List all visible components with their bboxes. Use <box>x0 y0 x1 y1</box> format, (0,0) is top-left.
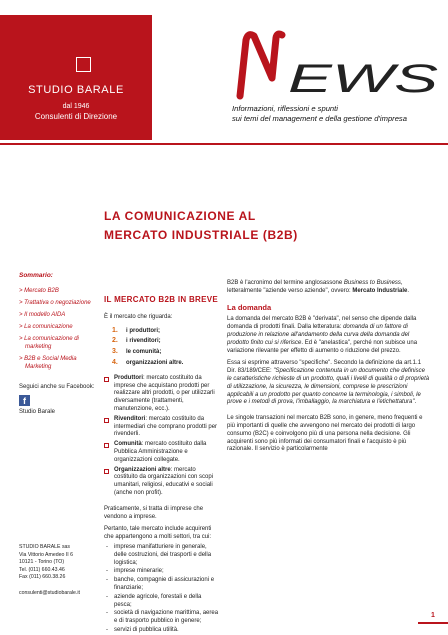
checkbox-square-icon <box>104 418 109 423</box>
news-subtitle <box>232 104 444 124</box>
term: Rivenditori <box>114 415 146 422</box>
text-run-italic: domanda di un fattore di produzione in relazione all'andamento della curva della domanda del prodotto finito cui si riferisce <box>227 324 410 346</box>
toc-item[interactable]: > Trattativa o negoziazione <box>19 300 91 306</box>
sommario-heading: Sommario: <box>19 272 53 279</box>
checkbox-square-icon <box>104 469 109 474</box>
paragraph: Pertanto, tale mercato include acquirenti che appartengono a molti settori, tra cui: <box>104 526 212 541</box>
b2b-definition <box>227 280 431 296</box>
page-title-line-1: LA COMUNICAZIONE AL <box>104 209 256 223</box>
list-number: 1. <box>112 326 118 334</box>
list-text: i rivenditori; <box>126 338 161 345</box>
company-since: dal 1946 <box>62 103 90 110</box>
news-subtitle-line-2: sui temi del management e della gestione d'impresa <box>232 114 407 123</box>
section-title-mercato: IL MERCATO B2B IN BREVE <box>104 295 219 304</box>
text-run-bold: Mercato Industriale <box>352 287 408 294</box>
company-tagline: Consulenti di Direzione <box>34 112 118 121</box>
paragraph: Praticamente, si tratta di imprese che vendono a imprese. <box>104 505 204 520</box>
paragraph <box>227 316 431 355</box>
checkbox-square-icon <box>104 377 109 382</box>
toc-item[interactable]: > B2B e Social Media Marketing <box>19 356 77 370</box>
list-item: - imprese minerarie; <box>104 568 220 576</box>
list-number: 2. <box>112 337 118 345</box>
list-text: le comunità; <box>126 349 162 356</box>
definition: : mercato costituito da intermediari che comprano prodotti per rivenderli. <box>114 415 218 438</box>
address-line: Tel. (011) 660.43.46 <box>19 566 65 573</box>
term: Organizzazioni altre <box>114 466 171 473</box>
definition: : mercato costituito da imprese che acquistano prodotti per realizzare altri prodotti, o per utilizzarli diversamente (trattamenti, manutenzione, ecc.). <box>114 374 215 412</box>
text-run-italic: "Specificazione contenuta in un documento che definisce le caratteristiche richieste di un prodotto, quali i livelli di qualità o di proprietà di utilizzazione, la sicurezza, le dimensioni, comprese le prescrizioni applicabili a un prodotto per quanto concerne la terminologia, i simboli, le prove e i metodi di prova, l'imballaggio, la marchiatura e l'etichettatura" <box>227 368 430 406</box>
logo-square-icon <box>76 57 91 72</box>
list-item: - imprese manifatturiere in generale, delle costruzioni, dei trasporti e della logistica; <box>104 544 220 567</box>
numbered-list <box>112 327 220 368</box>
contact-email[interactable]: consulenti@studiobarale.it <box>19 590 80 596</box>
text-run: B2B è l'acronimo del termine anglosassone <box>227 280 344 286</box>
text-run: . <box>414 399 417 406</box>
news-subtitle-line-1: Informazioni, riflessioni e spunti <box>232 104 338 113</box>
text-run: . Ed è "anelastica", perché non subisce una variazione rilevante per effetto di aumento o riduzione del prezzo. <box>227 339 418 354</box>
toc-item[interactable]: > La comunicazione <box>19 324 73 330</box>
definition: : mercato costituito dalla Pubblica Amministrazione e organizzazioni collegate. <box>114 441 207 463</box>
address-line: Fax (011) 660.38.26 <box>19 574 66 581</box>
page-title-line-2: MERCATO INDUSTRIALE (B2B) <box>104 228 298 242</box>
list-item <box>112 337 220 346</box>
text-run: Essa si esprime attraverso "specifiche". Secondo la definizione da art.1.1 Dir. 83/189/CEE: <box>227 360 422 375</box>
list-number: 3. <box>112 348 118 356</box>
list-number: 4. <box>112 358 118 366</box>
list-item: - società di navigazione marittima, aerea e di trasporto pubblico in genere; <box>104 610 220 626</box>
list-item: - aziende agricole, forestali e della pesca; <box>104 594 220 610</box>
address-line: STUDIO BARALE sas <box>19 544 71 550</box>
column-left <box>104 296 220 635</box>
text-run: La domanda del mercato B2B è "derivata", nel senso che dipende dalla domanda di prodotti finali. Dalla letteratura: <box>227 316 417 331</box>
intro-text: È il mercato che riguarda: <box>104 313 173 320</box>
term: Produttori <box>114 374 143 381</box>
sectors-list <box>104 544 220 635</box>
company-name: STUDIO BARALE <box>28 84 124 96</box>
paragraph <box>227 360 431 407</box>
market-types-list <box>104 375 220 498</box>
text-run: . <box>407 287 410 294</box>
facebook-link[interactable]: Studio Barale <box>19 409 56 415</box>
company-logo <box>0 15 152 140</box>
news-n-glyph <box>240 34 282 96</box>
list-item <box>112 359 220 368</box>
follow-us-text: Seguici anche su Facebook: <box>19 384 95 390</box>
table-of-contents <box>19 287 99 371</box>
header-divider <box>0 143 448 145</box>
list-item: - banche, compagnie di assicurazioni e finanziarie; <box>104 577 220 593</box>
list-item <box>104 416 220 439</box>
list-item <box>112 348 220 357</box>
news-ews-text: EWS <box>288 57 439 101</box>
news-wordmark <box>232 22 442 102</box>
text-run-italic: Business to Business <box>343 280 401 286</box>
column-right <box>227 280 431 459</box>
list-text: organizzazioni altre. <box>126 359 184 366</box>
sidebar <box>19 272 99 415</box>
address-line: 10121 - Torino (TO) <box>19 559 65 566</box>
list-item <box>104 467 220 498</box>
list-text: i produttori; <box>126 327 160 334</box>
list-item <box>112 327 220 336</box>
toc-item[interactable]: > La comunicazione di marketing <box>19 336 79 350</box>
text-run: , letteralmente "aziende verso aziende", ovvero: <box>227 280 403 294</box>
page-number: 1 <box>418 610 448 624</box>
section-title-domanda: La domanda <box>227 302 272 312</box>
list-item <box>104 375 220 414</box>
company-address <box>19 544 111 582</box>
facebook-icon[interactable]: f <box>19 395 30 406</box>
page-title <box>104 207 404 245</box>
list-item <box>104 441 220 464</box>
toc-item[interactable]: > Mercato B2B <box>19 288 59 294</box>
checkbox-square-icon <box>104 443 109 448</box>
toc-item[interactable]: > Il modello AIDA <box>19 312 66 318</box>
paragraph: Le singole transazioni nel mercato B2B sono, in genere, meno frequenti e più importanti di quelle che avvengono nel mercato dei prodotti di largo consumo (B2C) e coinvolgono più di una persona nella decisione. Gli acquirenti sono più informati dei consumatori finali e l'acquisto è più razionale. Il servizio è particolarmente <box>227 415 423 453</box>
address-line: Via Vittorio Amedeo II 6 <box>19 551 74 558</box>
definition: : mercato costituito da organizzazioni con scopi umanitari, religiosi, educativi e sociali (anche non profit). <box>114 466 214 496</box>
term: Comunità <box>114 441 142 448</box>
list-item: - servizi di pubblica utilità. <box>104 627 220 635</box>
